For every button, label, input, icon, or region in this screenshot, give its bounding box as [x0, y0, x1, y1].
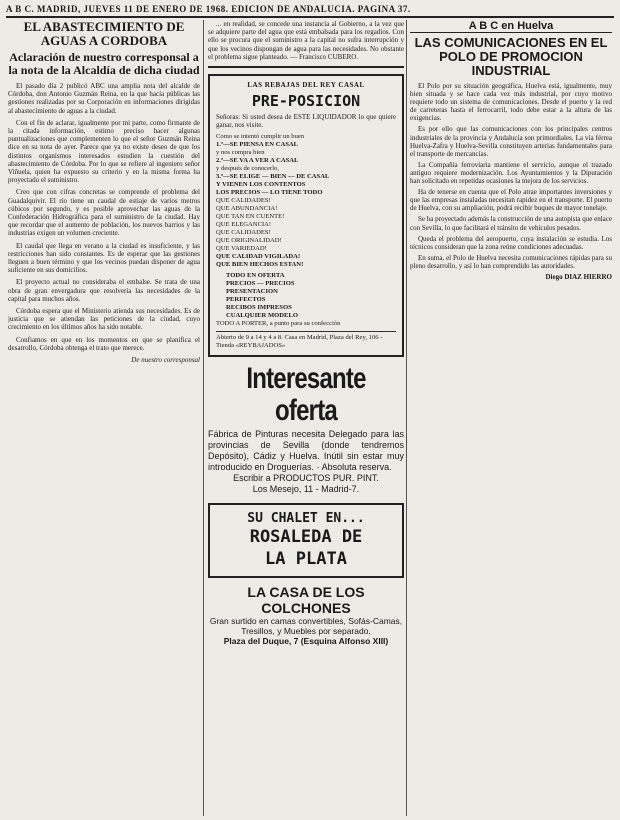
ad-line: QUE CALIDADES!: [216, 197, 271, 205]
section-header: A B C en Huelva: [410, 20, 612, 33]
ads-column: [208, 20, 404, 816]
ad-bullet: PRECIOS — PRECIOS: [226, 280, 295, 288]
article-paragraph: El caudal que llega en verano a la ciudad es insuficiente, y las restricciones han sido constantes. Es de esperar que las gestiones lleguen a buen término y que los vecinos puedan disponer de agua suficiente en sus domicilios.: [8, 241, 200, 275]
masthead: A B C. MADRID, JUEVES 11 DE ENERO DE 1968. EDICION DE ANDALUCIA. PAGINA 37.: [6, 2, 614, 18]
ad-footer: Abierto de 9 a 14 y 4 a 8. Casa en Madrid, Plaza del Rey, 106 - Tienda «REYBAJADOS»: [216, 331, 396, 350]
chalet-line: LA PLATA: [265, 549, 347, 570]
offer-text: Fábrica de Pinturas necesita Delegado para las provincias de Sevilla (donde tendremos Depósito), Cádiz y Huelva. Inútil sin estar muy introducido en Droguerías. · Absoluta reserva.: [208, 429, 404, 473]
ad-line: QUE BIEN HECHOS ESTAN!: [216, 261, 304, 269]
ad-bullet: PRESENTACION: [226, 288, 278, 296]
article-continuation: ... en realidad, se concede una instancia al Gobierno, a la vez que se adquiere parte del agua que está embalsada para los regadíos. Con ello se procura que el suministro a la capital no sufra interrupción y que los vecinos dispongan de agua para las necesidades. No obstante el problema sigue planteado. — Francisco CUBERO.: [208, 20, 404, 61]
article-paragraph: La Compañía ferroviaria mantiene el servicio, aunque el trazado antiguo requiere modernización. Los Ayuntamientos y la Diputación han solicitado en repetidas ocasiones la mejora de los servicios.: [410, 160, 612, 186]
ad-line: y nos compra bien: [216, 149, 265, 157]
article-paragraph: El Polo por su situación geográfica, Huelva está, igualmente, muy bien situada y se hace cada vez más industrial, por cuyo motivo requiere todo un sistema de comunicaciones. Desde el puerto y la red de carreteras hasta el ferrocarril, todo debe estar a la altura de las exigencias.: [410, 82, 612, 123]
article-paragraph: El proyecto actual no consideraba el embalse. Se trata de una obra de gran envergadura que resolvería las necesidades de la capital para muchos años.: [8, 278, 200, 303]
offer-address: Los Mesejo, 11 - Madrid-7.: [252, 484, 360, 495]
casa-address: Plaza del Duque, 7 (Esquina Alfonso XIII): [223, 636, 389, 647]
ad-header: LAS REBAJAS DEL REY CASAL: [247, 81, 365, 90]
ad-line: QUE VARIEDAD!: [216, 245, 267, 253]
column-divider: [406, 20, 407, 816]
article-paragraph: Córdoba espera que el Ministerio atienda sus necesidades. Es de justicia que se atiendan las peticiones de la ciudad, cuyo crecimiento en los últimos años ha sido notable.: [8, 307, 200, 332]
chalet-line: SU CHALET EN...: [247, 511, 365, 527]
article-paragraph: Confiamos en que en los momentos en que se planifica el desarrollo, Córdoba obtenga el trato que merece.: [8, 335, 200, 352]
chalet-ad: [208, 503, 404, 578]
ad-extra: TODO A PORTER, a punto para su confección: [216, 320, 341, 328]
ad-line: QUE ORIGINALIDAD!: [216, 237, 282, 245]
ad-line: QUE CALIDADES!: [216, 229, 271, 237]
offer-contact: Escribir a PRODUCTOS PUR. PINT.: [233, 473, 379, 484]
ad-bullet: TODO EN OFERTA: [226, 272, 285, 280]
article-title: EL ABASTECIMIENTO DE AGUAS A CORDOBA: [23, 20, 185, 48]
article-subtitle: Aclaración de nuestro corresponsal a la nota de la Alcaldía de dicha ciudad: [8, 50, 200, 77]
article-signature: Diego DIAZ HIERRO: [545, 272, 612, 281]
ad-intro: Señoras: Si usted desea de ESTE LIQUIDADOR lo que quiere ganar, nos visite.: [216, 113, 396, 130]
article-paragraph: Creo que con cifras concretas se comprende el problema del Guadalquivir. El río tiene un caudal de estiaje de varios metros cúbicos por segundo, y es posible aprovechar las aguas de la Confederación Hidrográfica para el suministro de la ciudad. Hay que recordar que el aumento de población, los nuevos barrios y las industrias exigen un volumen creciente.: [8, 188, 200, 238]
article-signature: De nuestro corresponsal: [131, 356, 200, 365]
divider: [208, 66, 404, 68]
ad-line: Como se intentó cumplir un buen: [216, 133, 305, 141]
ad-line: Y VIENEN LOS CONTENTOS: [216, 181, 306, 189]
ad-title: PRE-POSICION: [251, 92, 361, 111]
article-title: LAS COMUNICACIONES EN EL POLO DE PROMOCION INDUSTRIAL: [414, 35, 608, 78]
article-huelva: [410, 20, 612, 816]
article-paragraph: En suma, el Polo de Huelva necesita comunicaciones rápidas para su pleno desarrollo, y así lo han comprendido las autoridades.: [410, 253, 612, 270]
rey-casal-ad: [208, 74, 404, 357]
ad-line: LOS PRECIOS — LO TIENE TODO: [216, 189, 323, 197]
article-water-supply: [8, 20, 200, 816]
ad-line: QUE ABUNDANCIA!: [216, 205, 278, 213]
ad-bullet: RECIBOS IMPRESOS: [226, 304, 292, 312]
casa-title: LA CASA DE LOS COLCHONES: [247, 584, 365, 617]
article-paragraph: Con el fin de aclarar, igualmente por mi parte, como firmante de la citada información, estimo preciso hacer algunas puntualizaciones que complementen lo que el señor Guzmán Reina dice en su nota de ayer. Parece que ya no existe deseo de que los distintos organismos interesados estudien la cuestión del abastecimiento de Córdoba. Por lo que se refiere al ingeniero señor Viñuela, quien ha expuesto su criterio y en la misma forma ha proyectado el suministro.: [8, 118, 200, 185]
chalet-line: ROSALEDA DE: [249, 527, 363, 548]
ad-line: QUE TAN EN CUENTE!: [216, 213, 285, 221]
ad-line: 2.º—SE VA A VER A CASAL: [216, 157, 299, 165]
paint-offer-ad: [208, 363, 404, 495]
ad-line: 1.º—SE PIENSA EN CASAL: [216, 141, 299, 149]
column-divider: [203, 20, 204, 816]
article-paragraph: Se ha proyectado además la construcción de una autopista que enlace con Sevilla, lo que facilitará el tránsito de vehículos pesados.: [410, 215, 612, 232]
casa-text: Gran surtido en camas convertibles, Sofás-Camas, Tresillos, y Muebles por separado.: [209, 616, 403, 637]
ad-line: QUE ELEGANCIA!: [216, 221, 272, 229]
colchones-ad: [208, 584, 404, 646]
ad-line: QUE CALIDAD VIGILADA!: [216, 253, 301, 261]
offer-title: Interesante oferta: [246, 362, 366, 428]
ad-line: 3.º—SE ELIGE — BIEN — DE CASAL: [216, 173, 330, 181]
ad-bullet: CUALQUIER MODELO: [226, 312, 298, 320]
article-paragraph: Queda el problema del aeropuerto, cuya instalación se estudia. Los técnicos consideran que la zona reúne condiciones adecuadas.: [410, 234, 612, 251]
article-paragraph: Ha de tenerse en cuenta que el Polo atrae importantes inversiones y que las empresas instaladas necesitan rapidez en el transporte. El puerto de Huelva, con su ampliación, podrá recibir buques de mayor tonelaje.: [410, 188, 612, 213]
ad-bullet: PERFECTOS: [226, 296, 266, 304]
article-paragraph: El pasado día 2 publicó ABC una amplia nota del alcalde de Córdoba, don Antonio Guzmán Reina, en la que hacía públicas las gestiones realizadas por su Corporación en informaciones dirigidas al abastecimiento de aguas a la ciudad.: [8, 82, 200, 115]
ad-line: y después de conocerlo,: [216, 165, 279, 173]
article-paragraph: Es por ello que las comunicaciones con los principales centros industriales de la provincia y Andalucía son primordiales. La vía férrea Huelva-Zafra y Huelva-Sevilla constituyen arterias fundamentales para el transporte de mercancías.: [410, 125, 612, 158]
ad-bullet-list: [226, 272, 396, 320]
